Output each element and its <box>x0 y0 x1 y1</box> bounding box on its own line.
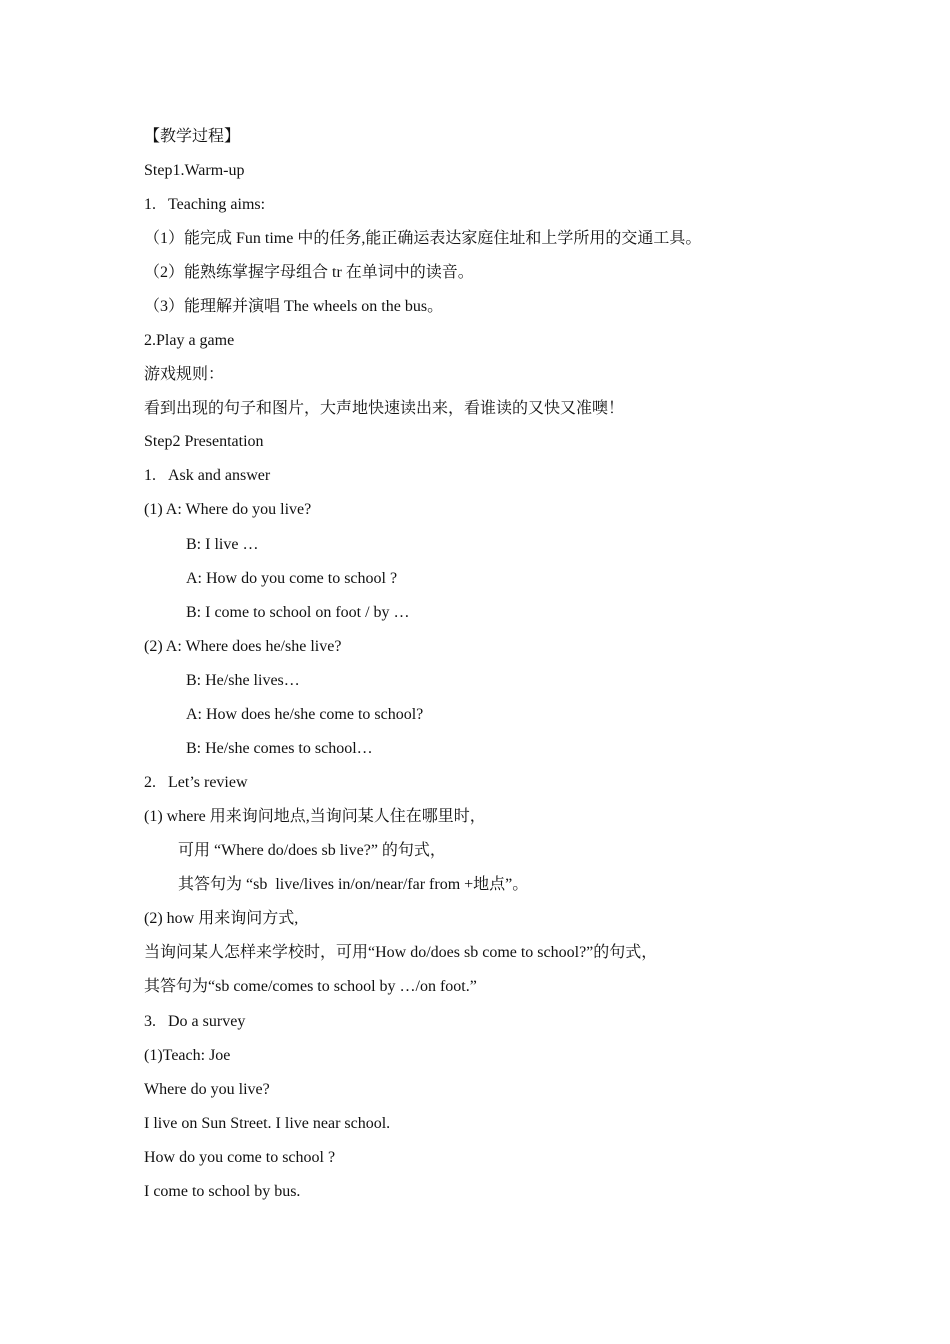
dialogue-line: B: I live … <box>186 536 259 553</box>
subheading: 2.Play a game <box>144 332 235 349</box>
dialogue-line: B: He/she comes to school… <box>186 740 373 757</box>
step-heading: Step2 Presentation <box>144 433 264 450</box>
paragraph: (1)Teach: Joe <box>144 1047 231 1064</box>
aim-item: （1）能完成 Fun time 中的任务,能正确运表达家庭住址和上学所用的交通工具。 <box>144 230 702 247</box>
paragraph: I live on Sun Street. I live near school. <box>144 1115 391 1132</box>
section-heading: 【教学过程】 <box>144 128 241 145</box>
paragraph: I come to school by bus. <box>144 1183 301 1200</box>
dialogue-line: (1) A: Where do you live? <box>144 501 312 518</box>
paragraph: 看到出现的句子和图片，大声地快速读出来，看谁读的又快又准噢！ <box>144 400 625 417</box>
list-item: 1. Ask and answer <box>144 467 271 484</box>
dialogue-line: A: How do you come to school ? <box>186 570 398 587</box>
paragraph: How do you come to school ? <box>144 1149 336 1166</box>
paragraph: 其答句为 “sb live/lives in/on/near/far from +地点”。 <box>178 876 529 893</box>
paragraph: Where do you live? <box>144 1081 270 1098</box>
paragraph: 当询问某人怎样来学校时，可用“How do/does sb come to school?”的句式， <box>144 944 658 961</box>
step-heading: Step1.Warm-up <box>144 162 245 179</box>
paragraph: (1) where 用来询问地点,当询问某人住在哪里时， <box>144 808 486 825</box>
aim-item: （2）能熟练掌握字母组合 tr 在单词中的读音。 <box>144 264 474 281</box>
paragraph: 其答句为“sb come/comes to school by …/on foot.” <box>144 978 477 995</box>
aim-item: （3）能理解并演唱 The wheels on the bus。 <box>144 298 444 315</box>
list-item: 3. Do a survey <box>144 1013 246 1030</box>
list-item: 1. Teaching aims: <box>144 196 266 213</box>
paragraph: 游戏规则： <box>144 366 225 383</box>
list-item: 2. Let’s review <box>144 774 248 791</box>
dialogue-line: B: He/she lives… <box>186 672 300 689</box>
dialogue-line: B: I come to school on foot / by … <box>186 604 410 621</box>
paragraph: (2) how 用来询问方式, <box>144 910 299 927</box>
dialogue-line: A: How does he/she come to school? <box>186 706 424 723</box>
paragraph: 可用 “Where do/does sb live?” 的句式， <box>178 842 446 859</box>
dialogue-line: (2) A: Where does he/she live? <box>144 638 342 655</box>
